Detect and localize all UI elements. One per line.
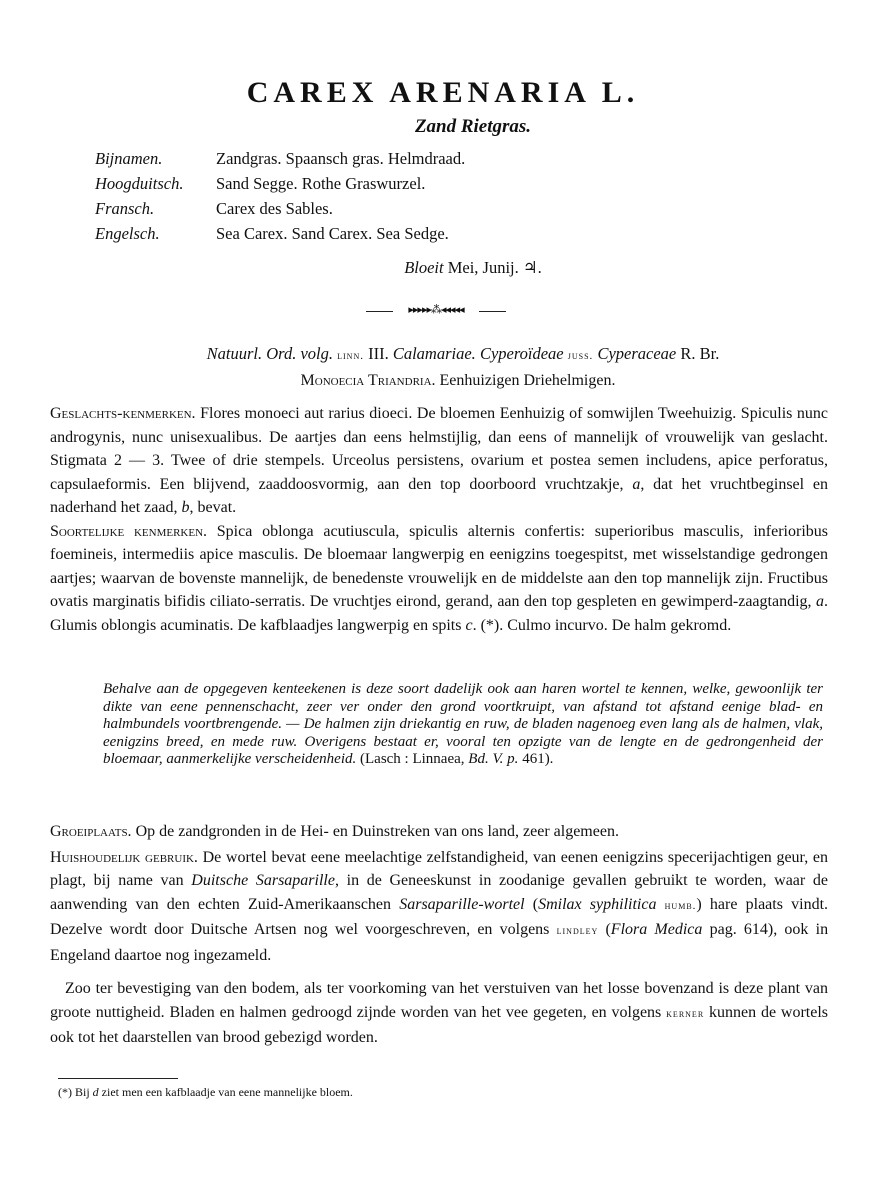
fig-ref-a: a (816, 593, 824, 610)
order-label: Natuurl. Ord. volg. (206, 344, 333, 363)
genus-text-end: , bevat. (189, 499, 237, 516)
soil-paragraph (50, 977, 828, 1050)
synonym-value: Sand Segge. Rothe Graswurzel. (216, 174, 426, 193)
usage-text (50, 820, 828, 1052)
page-title: CAREX ARENARIA L. (246, 76, 640, 109)
footnote-text: Bij (75, 1085, 90, 1099)
linnaean-class-line (0, 372, 886, 390)
household-italic: Duitsche Sarsaparille (191, 872, 335, 889)
household-italic: Smilax syphilitica (538, 895, 657, 913)
synonym-label: Hoogduitsch. (95, 174, 184, 193)
household-text: , in de Geneeskunst in zoodanige gevallen gebruikt te worden, waar de aanwending van den echten Zuid-Amerikaanschen (50, 872, 828, 913)
italic-note (103, 681, 823, 769)
flowering-label: Bloeit (404, 258, 444, 277)
main-text (50, 402, 828, 637)
fig-ref-c: c (465, 616, 473, 634)
order-calamariae: Calamariae. (392, 344, 476, 363)
synonym-value: Carex des Sables. (216, 199, 333, 218)
footnote-italic: d (92, 1085, 99, 1099)
order-number: III. (368, 344, 389, 363)
synonym-row (95, 196, 465, 221)
synonym-row (95, 146, 465, 171)
genus-characters (50, 402, 828, 520)
synonym-label: Engelsch. (95, 224, 160, 243)
species-text-mid: . Glumis oblongis acuminatis. De kafblaadjes langwerpig en spits (50, 593, 828, 634)
order-cyperaceae: Cyperaceae (597, 344, 677, 363)
footnote-text: ziet men een kafblaadje van eene mannelijke bloem. (101, 1085, 353, 1099)
order-cyperoideae: Cyperoïdeae (479, 344, 564, 363)
class-dutch: Eenhuizigen Driehelmigen. (439, 372, 616, 389)
species-text: Spica oblonga acutiuscula, spiculis alternis confertis: superioribus masculis, inferioribus foemineis, intermediis apice masculis. De bloemaar langwerpig en eenigzins toegespitst, met wisselstandige gedrongen aartjes; waarvan de bovenste mannelijk, de benedenste vrouwelijk en de middelste aan den top mannelijk zijn. Fructibus ovatis marginatis bifidis ciliato-serratis. De vruchtjes eirond, gerand, aan den top gespleten en gewimperd-zaagtandig, (50, 522, 828, 610)
synonym-row (95, 221, 465, 246)
habitat-text: Op de zandgronden in de Hei- en Duinstreken van ons land, zeer algemeen. (135, 823, 619, 840)
household-author: lindley (556, 925, 599, 937)
household-text: pag. 614), ook in Engeland daartoe nog ingezameld. (50, 921, 829, 964)
synonym-row (95, 171, 465, 196)
species-text-end: . (*). Culmo incurvo. De halm gekromd. (472, 616, 732, 634)
synonym-label: Bijnamen. (95, 149, 163, 168)
footnote-mark: (*) (58, 1085, 72, 1099)
household-label: Huishoudelijk gebruik. (50, 848, 198, 866)
note-ref-page: 461). (522, 751, 554, 767)
genus-text-mid: , dat het vruchtbeginsel en naderhand het zaad, (50, 475, 829, 516)
species-characters (50, 520, 828, 638)
household-text: ) hare plaats vindt. Dezelve wordt door Duitsche Artsen nog wel voorgeschreven, en volgens (50, 895, 829, 938)
footnote (58, 1085, 353, 1100)
order-rbr: R. Br. (680, 344, 720, 363)
genus-label: Geslachts-kenmerken. (50, 405, 196, 422)
fig-ref-a: a (632, 475, 641, 493)
ornament-glyphs: ▸▸▸▸▸⁂◂◂◂◂◂ (393, 303, 479, 317)
household-text: De wortel bevat eene meelachtige zelfstandigheid, van eenen eenigzins specerijachtigen geur, en plagt, bij name van (50, 848, 828, 889)
note-ref-volume: Bd. V. p. (468, 751, 519, 767)
natural-order-line (0, 344, 886, 364)
order-juss: juss. (567, 350, 594, 362)
household-use-paragraph (50, 846, 828, 968)
habitat-paragraph (50, 820, 828, 844)
fig-ref-b: b (181, 499, 190, 516)
household-text: ( (532, 895, 539, 913)
soil-text: Zoo ter bevestiging van den bodem, als ter voorkoming van het verstuiven van het losse bovenzand is deze plant van groote nuttigheid. Bladen en halmen gedroogd zijnde worden van het vee gegeten, en volgens (50, 980, 828, 1021)
soil-text: kunnen de wortels ook tot het daarstellen van brood gebezigd worden. (50, 1003, 829, 1046)
note-text: Behalve aan de opgegeven kenteekenen is deze soort dadelijk ook aan haren wortel te kennen, welke, gewoonlijk ter dikte van eene pennenschacht, zeer ver onder den grond voortkruipt, van afstand tot afstand eenige blad- en halmbundels voortbrengende. — De halmen zijn driekantig en ruw, de bladen nagenoeg even lang als de halmen, vlak, eenigzins breed, en mede ruw. Overigens bestaat er, vooral ten opzigte van de lengte en de gedrongenheid der bloemaar, aanmerkelijke verscheidenheid. (103, 681, 823, 767)
note-ref-author: (Lasch : Linnaea, (360, 751, 465, 767)
synonym-value: Sea Carex. Sand Carex. Sea Sedge. (216, 224, 449, 243)
class-latin: Monoecia Triandria. (300, 372, 436, 389)
footnote-rule (58, 1078, 178, 1079)
soil-author: kerner (666, 1007, 705, 1020)
household-author: humb. (664, 899, 697, 912)
household-italic: Sarsaparille-wortel (399, 895, 525, 913)
household-text: ( (605, 921, 611, 938)
synonyms-list (95, 146, 465, 246)
genus-text: Flores monoeci aut rarius dioeci. De bloemen Eenhuizig of somwijlen Tweehuizig. Spiculis nunc androgynis, nunc unisexualibus. De aartjes dan eens helmstijlig, dan eens of mannelijk of vrouwelijk van geslacht. Stigmata 2 — 3. Twee of drie stempels. Urceolus persistens, ovarium et postea semen includens, apice perforatus, capsulaeformis. Een blijvend, zaaddoosvormig, aan den top doorboord vruchtzakje, (50, 405, 828, 493)
synonym-value: Zandgras. Spaansch gras. Helmdraad. (216, 149, 466, 168)
flowering-value: Mei, Junij. ♃. (447, 258, 542, 277)
species-label: Soortelijke kenmerken. (50, 522, 208, 540)
synonym-label: Fransch. (95, 199, 155, 218)
household-italic: Flora Medica (610, 921, 703, 938)
page-subtitle: Zand Rietgras. (414, 116, 532, 137)
order-author: linn. (337, 350, 364, 362)
flowering-line (0, 258, 886, 278)
habitat-label: Groeiplaats. (50, 823, 132, 840)
